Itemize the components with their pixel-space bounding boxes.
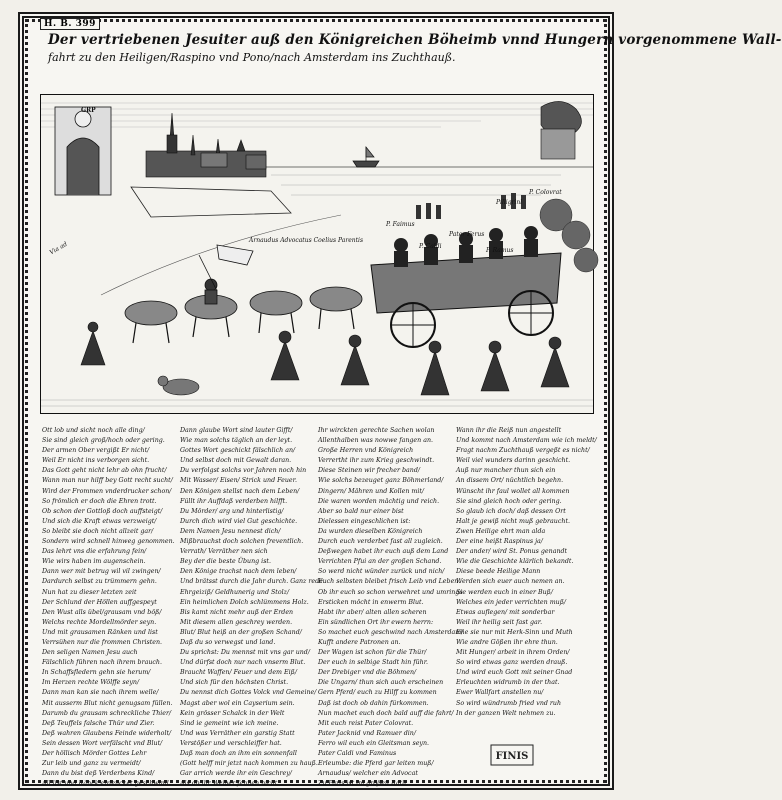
poem-line: So werd nicht wünder zurück und nich/ — [318, 568, 445, 576]
poem-line: Den seligen Namen Jesu auch — [42, 649, 138, 657]
poem-line: Ewer Wallfart anstellen nu/ — [456, 689, 544, 697]
poem-line: Füllt ihr Auffdaß verderben hilfft. — [180, 497, 288, 505]
label-p-caldi: P. Caldi — [419, 243, 442, 250]
poem-line: Mit diesem allen geschrey werden. — [180, 618, 293, 626]
poem-line: Pater Caldi vnd Faminus — [318, 750, 397, 757]
poem-line: Verrichten Pfui an der großen Schand. — [318, 558, 442, 566]
dog — [158, 376, 199, 395]
poem-line: Ein sündlichen Ort ihr ewern herrn: — [318, 618, 434, 626]
poem-line: Wird der Frommen vnderdrucker schon/ — [42, 487, 172, 495]
engraving — [40, 94, 594, 414]
poem-line: Wie solchs bezeuget ganz Böhmerland/ — [318, 477, 444, 485]
poem-line: Werden sich euer auch nemen an. — [456, 578, 565, 586]
poem-line: Mit Hunger/ arbeit in ihrem Orden/ — [456, 649, 570, 657]
poem-line: Du verfolgst solchs vor Jahren noch hin — [180, 467, 307, 475]
poem-line: Und brätsst durch die Jahr durch. Ganz rede. — [180, 578, 325, 586]
poem-line: Und sich die Kraft etwas verzweigt/ — [42, 517, 157, 525]
poem-line: Der Schlund der Höllen auffgespeyt — [42, 598, 157, 606]
poem-line: Dann du bist deß Verderbens Kind/ — [42, 770, 155, 778]
poem-line: Die Ungarn/ thun sich auch erscheinen — [318, 679, 444, 687]
poem-line: In Schaffsfledern gehn sie herum/ — [42, 669, 151, 677]
poem-line: Habt ihr aber/ alten allen scheren — [318, 608, 427, 616]
label-p-faimus: P. Faimus — [386, 221, 415, 228]
poem-line: Wann man nur hilff bey Gott recht sucht/ — [42, 477, 173, 485]
poem-line: Du Mörder/ arg und hinterlistig/ — [180, 507, 284, 515]
broadsheet — [18, 12, 782, 790]
poem-line: Mit Wasser/ Eisen/ Strick und Feuer. — [180, 477, 297, 485]
poem-line: Verrath/ Verräther nen sich — [180, 548, 268, 556]
poem-line: Wünscht ihr faul wollet all kommen — [456, 487, 570, 495]
poem-line: All list und Ränck erdencket geschwind. — [42, 780, 171, 788]
poem-line: Mit ausserm Blut nicht genugsam füllen. — [42, 699, 173, 707]
poem-line: Ott lob und sicht noch alle ding/ — [42, 427, 145, 434]
label-arnaudus: Arnaudus Advocatus Coelius Parentis — [249, 237, 364, 244]
poem-line: (Gott helff mir jetzt nach kommen zu hauß. — [180, 760, 318, 768]
poem-line: Kufft andere Patronen an. — [318, 638, 401, 646]
poem-column-4 — [456, 426, 597, 719]
poem-line: Ersticken möcht in enwerm Blut. — [318, 598, 424, 606]
broadsheet-title — [48, 32, 782, 66]
rider — [199, 245, 253, 304]
poem-line: Der Wagen ist schon für die Thür/ — [318, 649, 427, 657]
poem-line: Braucht Waffen/ Feuer und dem Eiß/ — [180, 669, 297, 677]
poem-line: Ehrgeiziß/ Geldhunerig und Stolz/ — [180, 588, 290, 596]
walking-monks — [81, 322, 569, 395]
poem-line: Ob ihr euch so schon verwehret und umrings — [318, 588, 463, 596]
poem-line: Weil Er nicht ins verborgen sicht. — [42, 457, 150, 465]
poem-line: Wann ihr die Reiß nun angestellt — [456, 427, 562, 434]
poem-line: Als ob ihr Weiber fennen nicht. — [180, 780, 280, 788]
finis-ornament — [490, 744, 534, 766]
poem-line: Zu Paris ist im großen Rath. — [318, 780, 409, 788]
poem-line: Da wurden dieselben Königreich — [318, 527, 423, 535]
poem-line: Wie andre Gößen ihr ehre thun. — [456, 638, 558, 646]
label-pater-ferus: Pater Ferus — [449, 231, 485, 238]
city-gate — [55, 107, 111, 195]
poem-line: Mit euch reist Pater Colovrat. — [318, 719, 414, 727]
label-pilgrim: Pilligrinl — [496, 199, 523, 206]
poem-line: Du nennst dich Gottes Volck vnd Gemeine/ — [180, 689, 317, 697]
poem-line: So wird wündrumb fried vnd ruh — [456, 699, 562, 707]
poem-column-1 — [42, 426, 176, 789]
poem-column-3 — [318, 426, 464, 789]
poem-line: Sondern wird schnell hinweg genommen. — [42, 538, 175, 546]
poem-line: Welchs rechte Mordellmörder seyn. — [42, 618, 157, 626]
poem-line: Und selbst doch mit Gewalt daran. — [180, 457, 292, 465]
poem-line: Der eine heißt Raspinus ja/ — [456, 538, 543, 546]
poem-line: Aber so bald nur einer bist — [318, 507, 404, 515]
poem-line: Dann glaube Wort sind lauter Gifft/ — [180, 427, 293, 434]
poem-line: Der ander/ wird St. Ponus genandt — [456, 548, 568, 556]
poem-line: Sie sind gleich groß/hoch oder gering. — [42, 437, 165, 445]
poem-line: Durch euch verderbet fast all zugleich. — [318, 538, 443, 546]
poem-line: Halt je gewiß nicht muß gebraucht. — [456, 517, 570, 525]
poem-line: Die waren worden mächtig und reich. — [318, 497, 440, 505]
poem-line: Deß Teuffels falsche Thür und Zier. — [42, 719, 155, 727]
poem-line: Gar arrich werde ihr ein Geschrey/ — [180, 770, 292, 778]
poem-line: Den Königen stellst nach dem Leben/ — [180, 487, 300, 495]
poem-line: Im Herzen rechte Wölffe seyn/ — [42, 679, 140, 687]
poem-line: Darumb du grausam schreckliche Thier/ — [42, 709, 172, 717]
poem-line: Bey der die beste Übung ist. — [180, 558, 271, 566]
poem-line: Sind ie gemeint wie ich meine. — [180, 719, 279, 727]
poem-line: Ehe sie nur mit Herk-Sinn und Muth — [456, 628, 573, 636]
poem-line: Dann wer mit betrug wil vil zwingen/ — [42, 568, 161, 576]
ship — [353, 147, 379, 167]
burning-house — [541, 101, 581, 159]
poem-line: Arnaudus/ welcher ein Advocat — [318, 770, 418, 778]
poem-line: Sein dessen Wort verfälscht vnd Blut/ — [42, 739, 163, 747]
poem-line: So glaub ich doch/ daß dessen Ort — [456, 507, 566, 515]
poem-line: Deßwegen habet ihr euch auß dem Land — [318, 548, 449, 556]
poem-line: Sie werden euch in einer Buß/ — [456, 588, 553, 596]
poem-line: Dem Namen Jesu nennest dich/ — [180, 527, 281, 535]
poem-line: Mißbrauchst doch solchen freventlich. — [180, 538, 304, 546]
poem-line: An dissem Ort/ nüchtlich begehn. — [456, 477, 564, 485]
poem-line: Und mit grausamen Ränken und list — [42, 628, 158, 636]
poem-line: Magst aber wol ein Cayserium sein. — [180, 699, 295, 707]
horse-team — [125, 287, 362, 343]
poem-line: Den Könige trachst nach dem leben/ — [180, 568, 297, 576]
poem-line: Blut/ Blut heiß an der großen Schand/ — [180, 628, 302, 636]
poem-line: Diese beede Heilige Mann — [456, 568, 541, 576]
poem-line: Dann man kan sie nach ihrem welle/ — [42, 689, 159, 697]
poem-line: Fragt nachm Zuchthauß vergeßt es nicht/ — [456, 447, 590, 455]
poem-line: Diese Steinen wir frecher band/ — [318, 467, 420, 475]
poem-line: Verstößer und verschleiffer hat. — [180, 739, 282, 747]
poem-line: Daß du so verwegst und land. — [180, 638, 276, 646]
poem-text — [42, 426, 597, 788]
poem-line: Fälschlich führen nach ihrem brauch. — [42, 659, 162, 667]
poem-line: Pater Jacknid vnd Ramuer din/ — [318, 729, 416, 737]
poem-line: Zur leib und ganz zu vermeidt/ — [42, 760, 141, 768]
poem-line: Ein heimlichen Dolch schlümmens Holz. — [180, 598, 309, 606]
poem-line: Der euch in selbige Stadt hin führ. — [318, 659, 429, 667]
poem-column-2 — [180, 426, 325, 789]
poem-line: Dingern/ Mähren und Kollen mit/ — [318, 487, 425, 495]
poem-line: Gern Pferd/ euch zu Hilff zu kommen — [318, 689, 437, 697]
sign-label: Via ad — [48, 240, 69, 257]
poem-line: Kein grösser Schalck in der Welt — [180, 709, 285, 717]
label-p-colovrat: P. Colovrat — [529, 189, 562, 196]
title-line-2: fahrt zu den Heiligen/Raspino vnd Pono/nach Amsterdam ins Zuchthauß. — [48, 51, 456, 64]
poem-line: Der armen Ober vergißt Er nicht/ — [42, 447, 150, 455]
poem-line: Zwen Heilige ehrt man alda — [456, 527, 546, 535]
poem-line: So machet euch geschwind nach Amsterdam/ — [318, 628, 464, 636]
engraving-illustration — [41, 95, 593, 413]
poem-line: Gottes Wort geschickt fälschlich an/ — [180, 447, 296, 455]
poem-line: Wie man solchs täglich an der leyt. — [180, 437, 293, 445]
poem-line: Etwas auflegen/ mit sonderbar — [456, 608, 555, 616]
poem-line: Daß man doch an ihm ein sonnenfall — [180, 750, 297, 757]
poem-line: Dardurch selbst zu trümmern gehn. — [42, 578, 157, 586]
poem-line: Durch dich wird viel Gut geschichte. — [180, 517, 298, 525]
poem-line: Verrsühen nur die frommen Christen. — [42, 638, 163, 646]
poem-line: Und kommt nach Amsterdam wie ich meldt/ — [456, 437, 597, 445]
poem-line: Welches ein jeder verrichten muß/ — [456, 598, 567, 606]
poem-line: Ihr wirckten gerechte Sachen wolan — [318, 427, 435, 434]
poem-line: Weil ihr heilig seit fast gar. — [456, 618, 543, 626]
label-p-ramus: P. Ramus — [486, 247, 514, 254]
poem-line: Verrertht ihr zum Krieg geschwindt. — [318, 457, 435, 465]
poem-line: Große Herren vnd Königreich — [318, 447, 414, 455]
poem-line: Nun machet euch doch bald auff die fahrt/ — [318, 709, 454, 717]
poem-line: Sie sind gleich hoch oder gering. — [456, 497, 562, 505]
title-line-1: Der vertriebenen Jesuiter auß den Königreichen Böheimb vnnd Hungern vorgenommene Wall- — [48, 32, 782, 48]
poem-line: In der ganzen Welt nehmen zu. — [456, 709, 556, 717]
gate-emblem: GRP — [81, 107, 96, 114]
poem-line: Das lehrt vns die erfahrung fein/ — [42, 548, 147, 556]
poem-line: So wird etwas ganz werden drauß. — [456, 659, 568, 667]
poem-line: Auß nur mancher thun sich ein — [456, 467, 556, 475]
poem-line: Und sich für den höchsten Christ. — [180, 679, 289, 687]
poem-line: So bleibt sie doch nicht allzeit gar/ — [42, 527, 154, 535]
poem-line: Daß ist doch ob dahin fürkommen. — [318, 699, 429, 707]
poem-line: Dielessen eingeschlichen ist: — [318, 517, 411, 525]
poem-line: So frömlich er doch die Ehren trott. — [42, 497, 157, 505]
poem-line: Und wird euch Gott mit seiner Gnad — [456, 669, 573, 677]
poem-line: Allenthalben was nowwe fangen an. — [318, 437, 434, 445]
poem-line: Deß wahren Glaubens Feinde widerholt/ — [42, 729, 172, 737]
poem-line: Und dürfst doch nur nach vnserm Blut. — [180, 659, 306, 667]
poem-line: Nun hat zu dieser letzten zeit — [42, 588, 137, 596]
poem-line: Der Drebiger vnd die Böhmen/ — [318, 669, 417, 677]
jesuit-wagon — [371, 253, 561, 347]
catalog-label: H. B. 399 — [40, 18, 100, 30]
poem-line: Du sprichst: Du mennst mit vns gar und/ — [180, 649, 310, 657]
poem-line: Das Gott geht nicht lehr ab ohn frucht/ — [42, 467, 167, 475]
poem-line: Und was Verräther ein garstig Statt — [180, 729, 295, 737]
poem-line: Euch selbsten bleibet frisch Leib vnd Leben. — [318, 578, 461, 586]
poem-line: Der höllisch Mörder Gottes Lehr — [42, 750, 147, 757]
poem-line: Ob schon der Gottloß doch auffsteigt/ — [42, 507, 163, 515]
poem-line: Bis kamt nicht mehr auß der Erden — [180, 608, 294, 616]
poem-line: Erleuchten widrumb in der that. — [456, 679, 560, 687]
poem-line: Den Wust alls übel/grausam vnd böß/ — [42, 608, 162, 616]
finis-text: FINIS — [495, 751, 529, 762]
city-skyline — [146, 113, 266, 177]
poem-line: Erleumbe: die Pferd gar leiten muß/ — [318, 760, 434, 768]
poem-line: Weil viel wunders darinn geschicht. — [456, 457, 571, 465]
poem-line: Wie wirs haben im augenschein. — [42, 558, 146, 566]
poem-line: Wie die Geschichte klärlich bekandt. — [456, 558, 574, 566]
poem-line: Ferro wil euch ein Gleitsman seyn. — [318, 739, 430, 747]
